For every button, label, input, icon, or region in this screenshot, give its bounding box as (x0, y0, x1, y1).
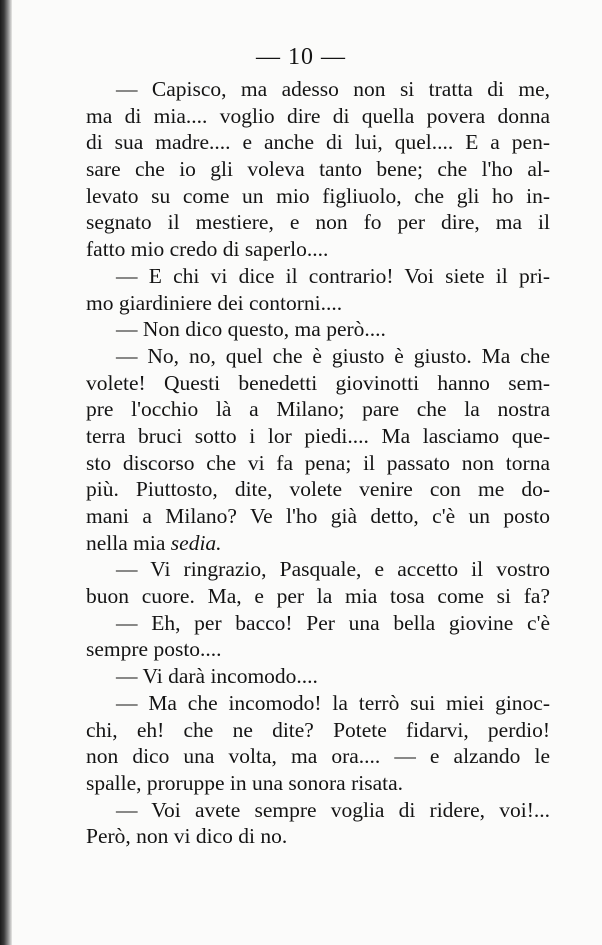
text-line (86, 343, 550, 370)
text-line (86, 183, 550, 210)
text-line (86, 209, 550, 236)
text-line-content: — E chi vi dice il contrario! Voi siete il pri- (116, 263, 550, 288)
page-number: — 10 — (256, 44, 346, 70)
text-line (86, 450, 550, 477)
text-line (86, 103, 550, 130)
text-line-content: — Voi avete sempre voglia di ridere, voi!... (116, 797, 550, 822)
text-line (86, 556, 550, 583)
text-line-content: — Non dico questo, ma però.... (116, 317, 386, 342)
text-line (86, 636, 550, 663)
text-line-content: spalle, proruppe in una sonora risata. (86, 770, 404, 795)
text-line-content: fatto mio credo di saperlo.... (86, 237, 329, 262)
text-line (86, 530, 550, 557)
text-line (86, 797, 550, 824)
text-line (86, 316, 550, 343)
text-line (86, 370, 550, 397)
text-line (86, 129, 550, 156)
text-line-content: — Vi darà incomodo.... (116, 664, 318, 689)
text-line-content: buon cuore. Ma, e per la mia tosa come si fa? (86, 584, 550, 609)
text-line (86, 76, 550, 103)
text-line-content: chi, eh! che ne dite? Potete fidarvi, perdio! (86, 717, 550, 742)
italic-word: sedia. (170, 530, 222, 555)
text-body (86, 76, 550, 850)
text-line-content: volete! Questi benedetti giovinotti hanno sem- (86, 370, 550, 395)
text-line (86, 690, 550, 717)
text-line-content: terra bruci sotto i lor piedi.... Ma lasciamo que- (86, 423, 550, 448)
text-line-content: mo giardiniere dei contorni.... (86, 290, 343, 315)
text-line (86, 743, 550, 770)
text-line-content: sto discorso che vi fa pena; il passato non torna (86, 450, 550, 475)
text-line (86, 156, 550, 183)
text-line (86, 503, 550, 530)
text-line-content: di sua madre.... e anche di lui, quel.... E a pen- (86, 130, 550, 155)
text-line-content: più. Piuttosto, dite, volete venire con me do- (86, 477, 550, 502)
text-line (86, 770, 550, 797)
text-line-content: — Ma che incomodo! la terrò sui miei ginoc- (116, 690, 550, 715)
text-line-content: sempre posto.... (86, 637, 222, 662)
text-line (86, 610, 550, 637)
text-line (86, 583, 550, 610)
text-line-content: — Capisco, ma adesso non si tratta di me, (116, 77, 550, 101)
text-line (86, 663, 550, 690)
text-line (86, 717, 550, 744)
text-line-content: levato su come un mio figliuolo, che gli ho in- (86, 183, 550, 208)
text-line (86, 423, 550, 450)
text-line (86, 476, 550, 503)
text-line (86, 823, 550, 850)
text-line-content: ma di mia.... voglio dire di quella povera donna (86, 103, 550, 128)
text-line-content: — Eh, per bacco! Per una bella giovine c'è (116, 610, 550, 635)
text-line (86, 236, 550, 263)
text-line-content: — No, no, quel che è giusto è giusto. Ma che (116, 343, 550, 368)
text-line-content: nella mia (86, 530, 166, 555)
text-line-content: sare che io gli voleva tanto bene; che l'ho al- (86, 157, 550, 182)
text-line (86, 396, 550, 423)
text-line-content: mani a Milano? Ve l'ho già detto, c'è un posto (86, 504, 550, 528)
text-line-content: segnato il mestiere, e non fo per dire, ma il (86, 210, 550, 235)
text-line-content: pre l'occhio là a Milano; pare che la nostra (86, 397, 550, 422)
text-line-content: — Vi ringrazio, Pasquale, e accetto il vostro (116, 557, 550, 582)
text-line (86, 263, 550, 290)
text-line (86, 290, 550, 317)
text-line-content: Però, non vi dico di no. (86, 824, 288, 849)
text-line-content: non dico una volta, ma ora.... — e alzando le (86, 744, 550, 769)
book-spine-edge (0, 0, 12, 945)
